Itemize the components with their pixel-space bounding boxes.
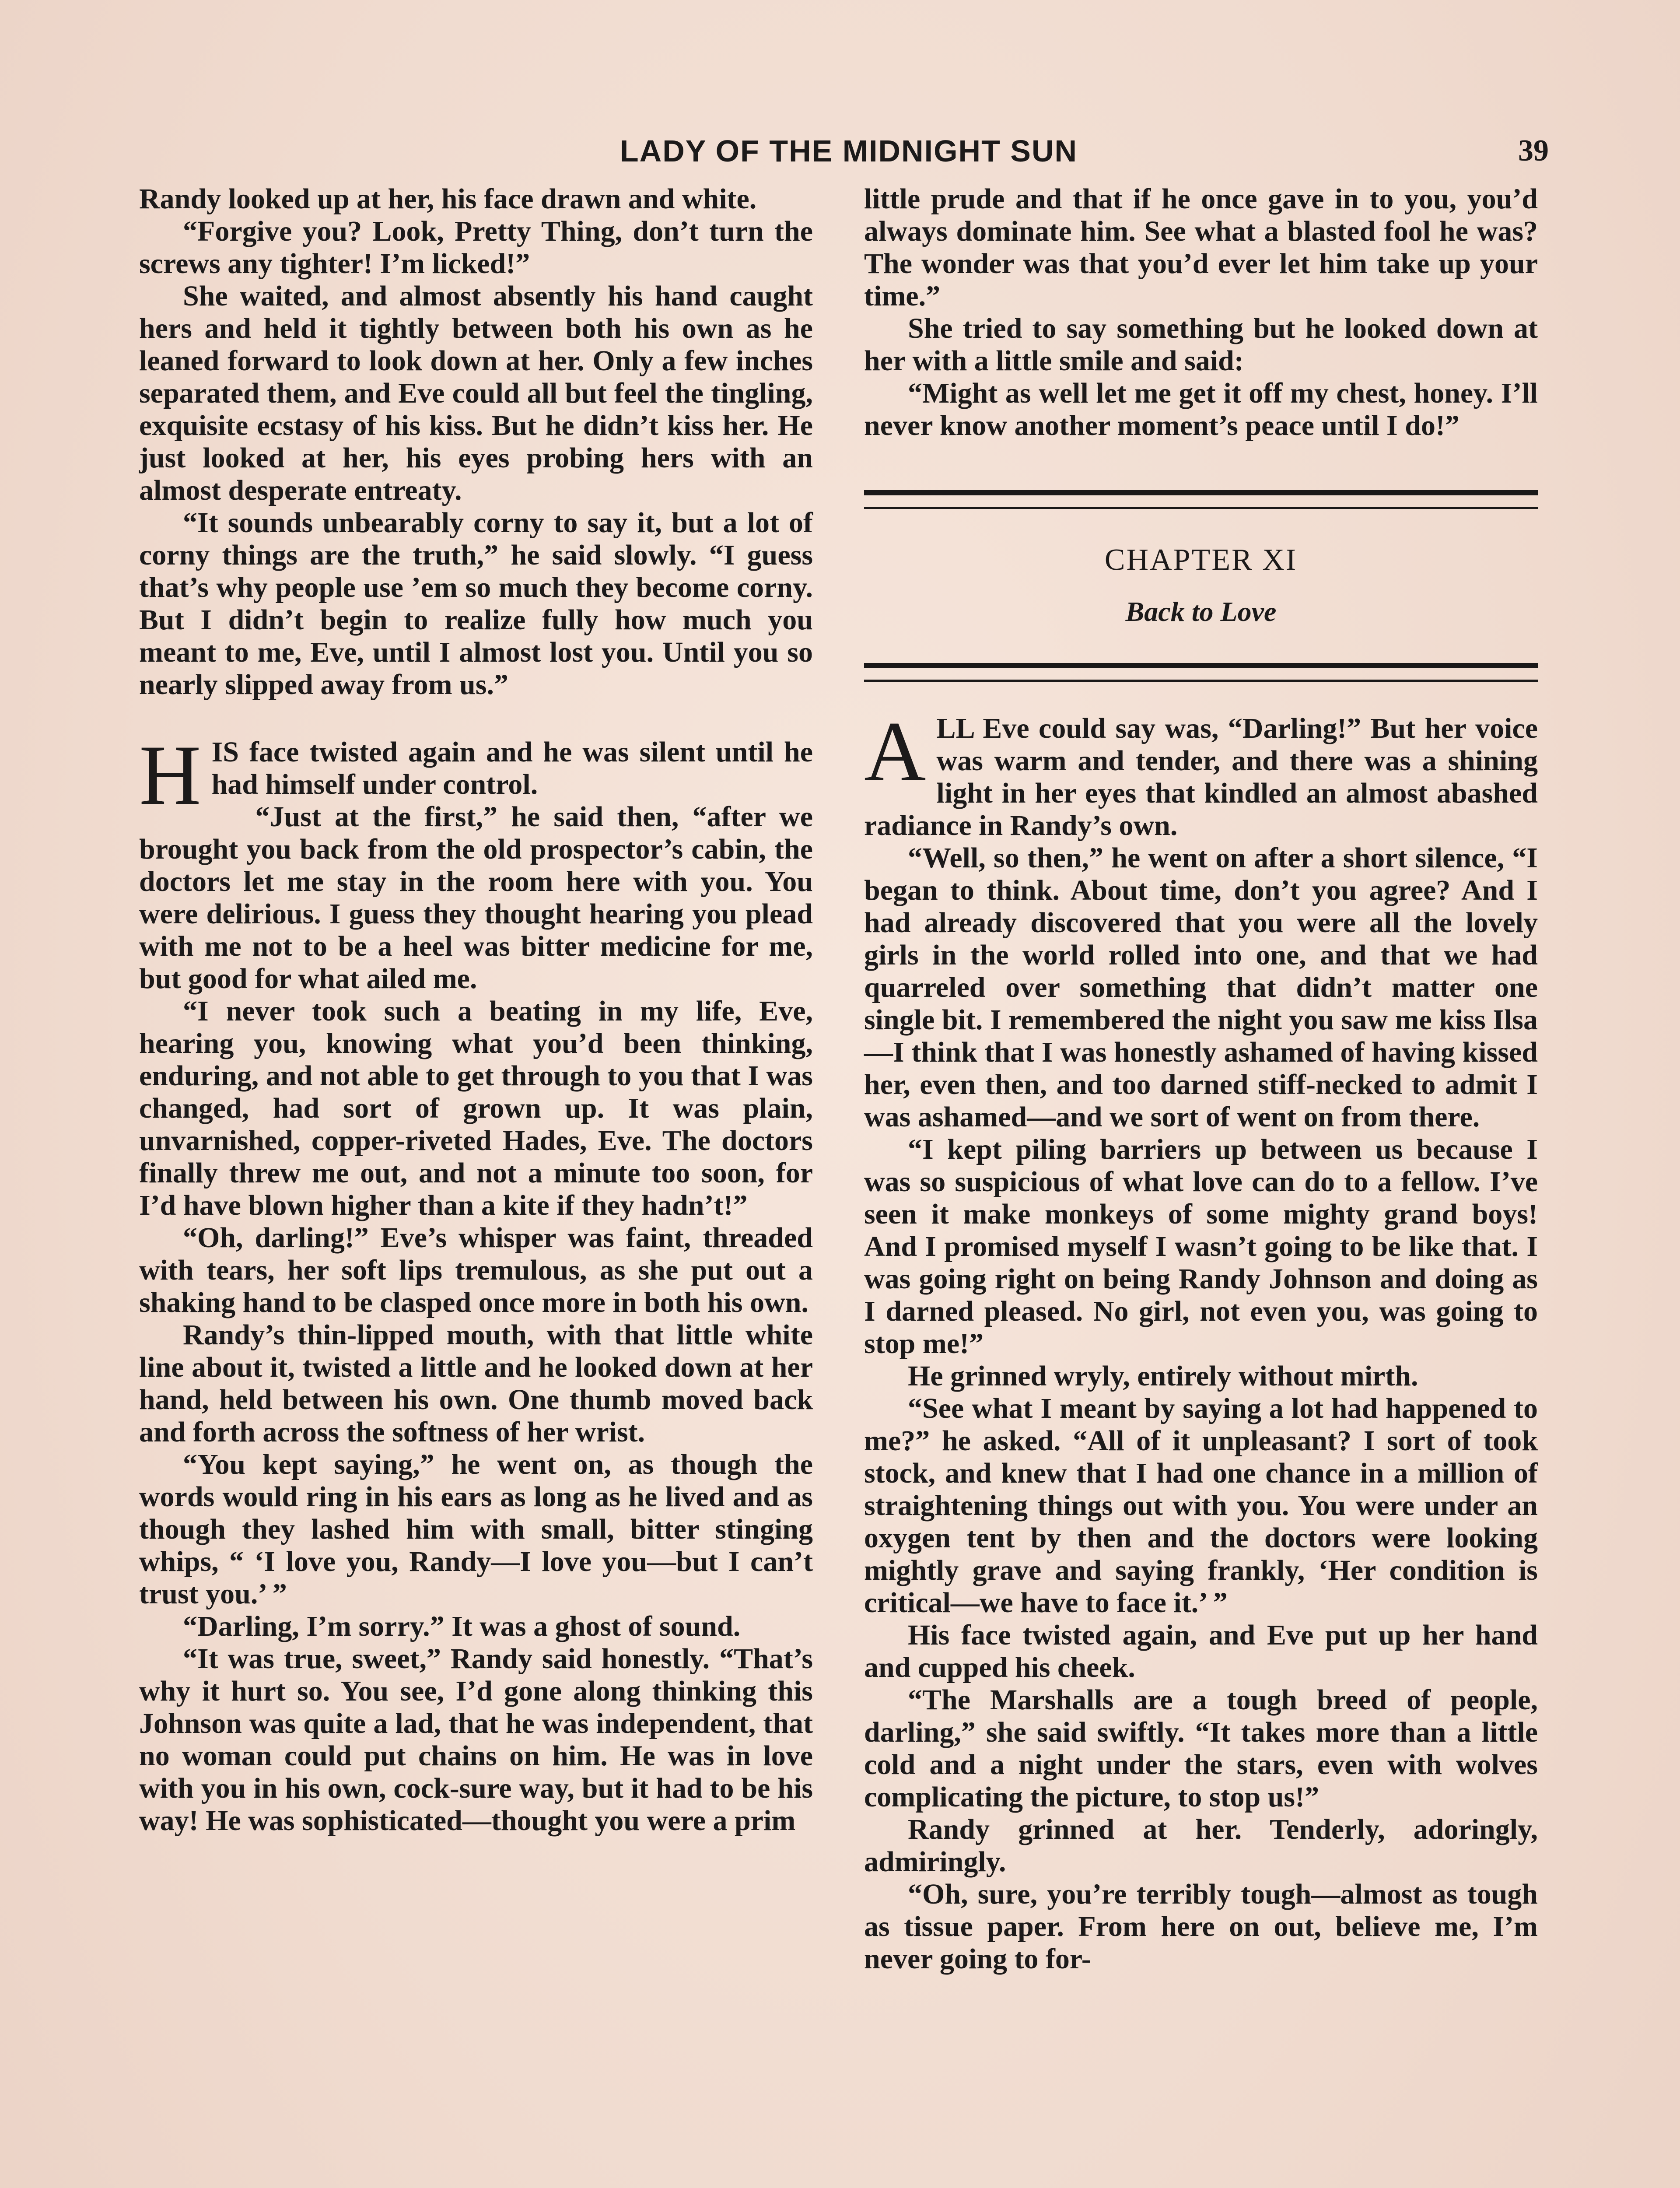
paragraph: Randy grinned at her. Tenderly, adoringly, admiringly. (864, 1813, 1538, 1878)
dropcap-text: IS face twisted again and he was silent until he had himself under control. (211, 736, 813, 800)
chapter-title: CHAPTER XI (1104, 543, 1298, 577)
paragraph: little prude and that if he once gave in to you, you’d always dominate him. See what a blasted fool he was? The wonder was that you’d ever let him take up your time.” (864, 183, 1538, 312)
paragraph: “Darling, I’m sorry.” It was a ghost of sound. (183, 1610, 741, 1642)
paragraph: His face twisted again, and Eve put up her hand and cupped his cheek. (864, 1619, 1538, 1683)
chapter-rule-bottom (864, 663, 1538, 682)
drop-cap: A (864, 704, 926, 799)
paragraph: He grinned wryly, entirely without mirth. (908, 1360, 1418, 1392)
paragraph: “See what I meant by saying a lot had happened to me?” he asked. “All of it unpleasant? I sort of took stock, and knew that I had one chance in a million of straightening things out with you. You were under an oxygen tent by then and the doctors were looking mightly grave and saying frankly, ‘Her condition is critical—we have to face it.’ ” (864, 1392, 1538, 1619)
paragraph: “Oh, sure, you’re terribly tough—almost as tough as tissue paper. From here on out, believe me, I’m never going to for- (864, 1878, 1538, 1975)
dropcap-paragraph (139, 728, 813, 823)
dropcap-text: LL Eve could say was, “Darling!” But her voice was warm and tender, and there was a shining light in her eyes that kindled an almost abashed radiance in Randy’s own. (864, 712, 1538, 842)
paragraph: “You kept saying,” he went on, as though the words would ring in his ears as long as he lived and as though they lashed him with small, bitter stinging whips, “ ‘I love you, Randy—I love you—but I can’t trust you.’ ” (139, 1448, 813, 1610)
paragraph: She tried to say something but he looked down at her with a little smile and said: (864, 312, 1538, 377)
chapter-subtitle: Back to Love (1125, 596, 1277, 627)
drop-cap: H (139, 728, 201, 823)
paragraph: “Might as well let me get it off my chest, honey. I’ll never know another moment’s peace until I do!” (864, 377, 1538, 442)
chapter-rule-top (864, 490, 1538, 509)
page-number: 39 (1518, 134, 1549, 168)
running-header: LADY OF THE MIDNIGHT SUN (620, 134, 1078, 168)
paragraph: “It sounds unbearably corny to say it, but a lot of corny things are the truth,” he said slowly. “I guess that’s why people use ’em so much they become corny. But I didn’t begin to realize fully how much you meant to me, Eve, until I almost lost you. Until you so nearly slipped away from us.” (139, 507, 813, 701)
paragraph: “I kept piling barriers up between us because I was so suspicious of what love can do to a fellow. I’ve seen it make monkeys of some mighty grand boys! And I promised myself I wasn’t going to be like that. I was going right on being Randy Johnson and doing as I darned pleased. No girl, not even you, was going to stop me!” (864, 1133, 1538, 1360)
paragraph: “Forgive you? Look, Pretty Thing, don’t turn the screws any tighter! I’m licked!” (139, 215, 813, 280)
paragraph: “The Marshalls are a tough breed of people, darling,” she said swiftly. “It takes more than a little cold and a night under the stars, even with wolves complicating the picture, to stop us!” (864, 1684, 1538, 1813)
paragraph: “Just at the first,” he said then, “after we brought you back from the old prospector’s cabin, the doctors let me stay in the room here with you. You were delirious. I guess they thought hearing you plead with me not to be a heel was bitter medicine for me, but good for what ailed me. (139, 801, 813, 995)
dropcap-paragraph (864, 704, 1538, 842)
paragraph: “I never took such a beating in my life, Eve, hearing you, knowing what you’d been thinking, enduring, and not able to get through to you that I was changed, had sort of grown up. It was plain, unvarnished, copper-riveted Hades, Eve. The doctors finally threw me out, and not a minute too soon, for I’d have blown higher than a kite if they hadn’t!” (139, 995, 813, 1221)
paragraph: “It was true, sweet,” Randy said honestly. “That’s why it hurt so. You see, I’d gone along thinking this Johnson was quite a lad, that he was independent, that no woman could put chains on him. He was in love with you in his own, cock-sure way, but it had to be his way! He was sophisticated—thought you were a prim (139, 1643, 813, 1837)
paragraph: “Oh, darling!” Eve’s whisper was faint, threaded with tears, her soft lips tremulous, as she put out a shaking hand to be clasped once more in both his own. (139, 1222, 813, 1318)
left-column (139, 183, 813, 1837)
paragraph: Randy looked up at her, his face drawn and white. (139, 183, 757, 215)
paragraph: She waited, and almost absently his hand caught hers and held it tightly between both his own as he leaned forward to look down at her. Only a few inches separated them, and Eve could all but feel the tingling, exquisite ecstasy of his kiss. But he didn’t kiss her. He just looked at her, his eyes probing hers with an almost desperate entreaty. (139, 280, 813, 506)
right-column (864, 183, 1538, 1975)
paragraph: “Well, so then,” he went on after a short silence, “I began to think. About time, don’t you agree? And I had already discovered that you were all the lovely girls in the world rolled into one, and that we had quarreled over something that didn’t matter one single bit. I remembered the night you saw me kiss Ilsa—I think that I was honestly ashamed of having kissed her, even then, and too darned stiff-necked to admit I was ashamed—and we sort of went on from there. (864, 842, 1538, 1133)
paragraph: Randy’s thin-lipped mouth, with that little white line about it, twisted a little and he looked down at her hand, held between his own. One thumb moved back and forth across the softness of her wrist. (139, 1319, 813, 1448)
